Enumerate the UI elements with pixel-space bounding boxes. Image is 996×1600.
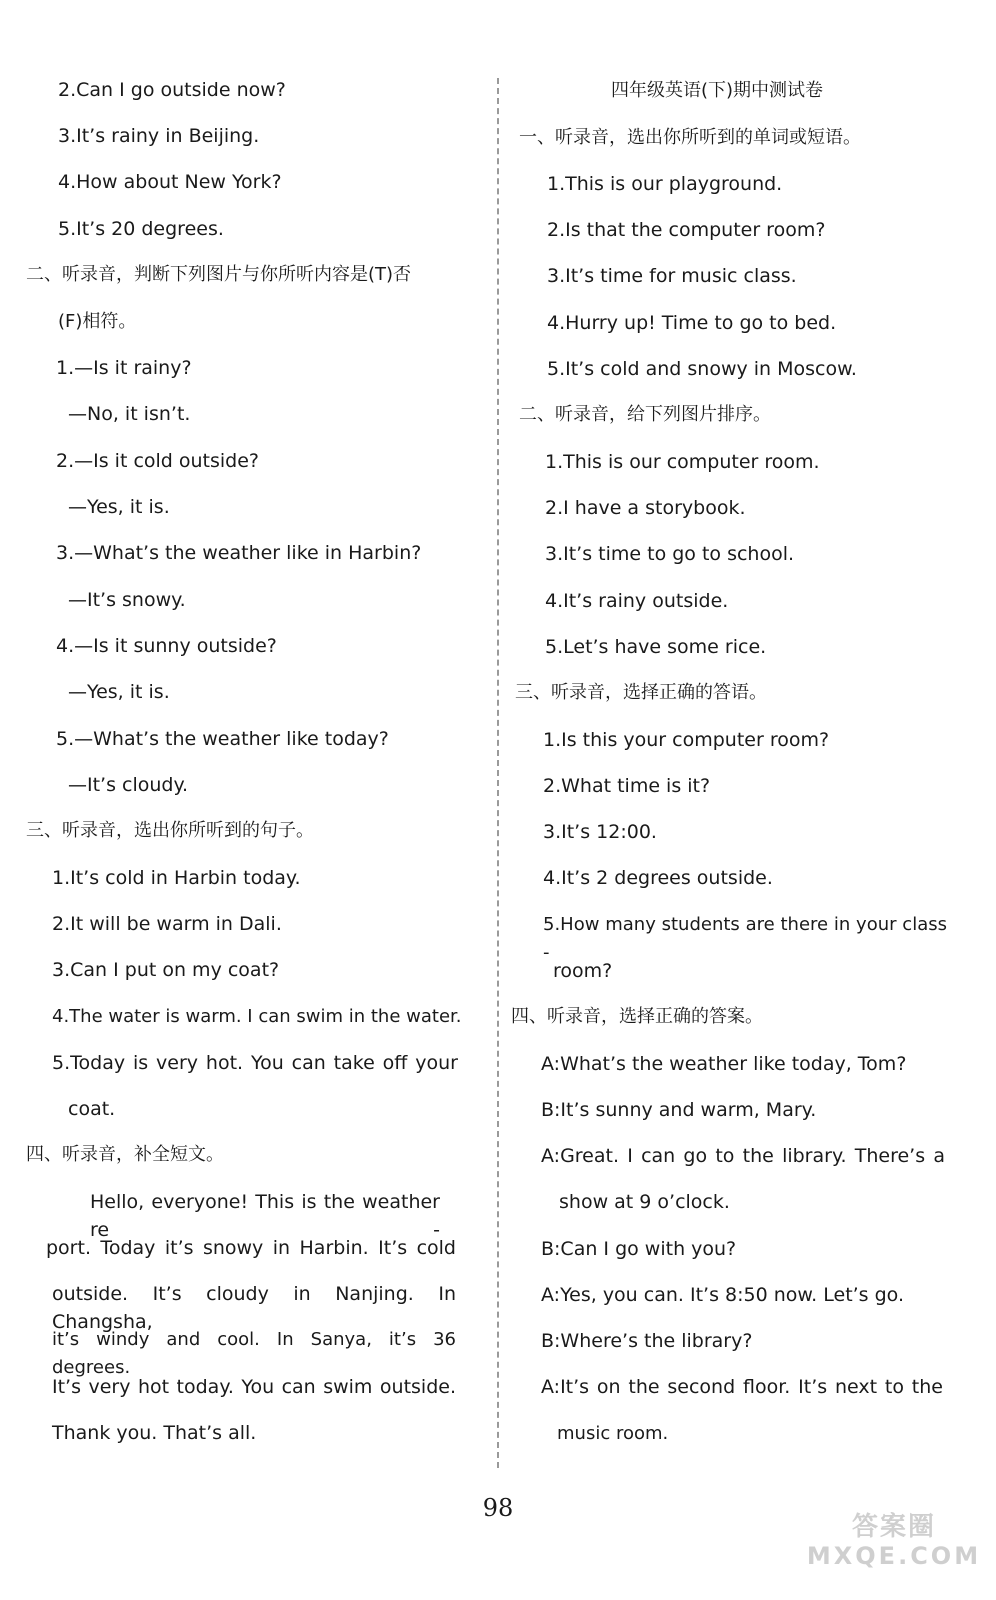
watermark-logo <box>804 1512 984 1592</box>
dialogue-line: A:It’s on the second floor. It’s next to the <box>541 1376 943 1398</box>
dialogue-line: B:It’s sunny and warm, Mary. <box>541 1099 817 1121</box>
text-line: 2.It will be warm in Dali. <box>52 913 282 935</box>
text-line: —Yes, it is. <box>68 496 170 518</box>
watermark-text: 答案圈 <box>851 1512 936 1542</box>
text-line: 1.This is our computer room. <box>545 451 820 473</box>
text-line: room? <box>553 960 613 982</box>
column-divider <box>497 78 499 1468</box>
text-line: —It’s snowy. <box>68 589 186 611</box>
section-heading: 三、听录音，选出你所听到的句子。 <box>26 820 314 841</box>
dialogue-line: A:What’s the weather like today, Tom? <box>541 1053 907 1075</box>
text-line: 1.This is our playground. <box>547 173 783 195</box>
text-line: 3.It’s 12:00. <box>543 821 657 843</box>
text-line: 4.It’s rainy outside. <box>545 590 729 612</box>
text-line: 4.—Is it sunny outside? <box>56 635 277 657</box>
text-line: 3.Can I put on my coat? <box>52 959 280 981</box>
section-heading: 四、听录音，选择正确的答案。 <box>511 1006 763 1027</box>
paragraph-line: It’s very hot today. You can swim outside. <box>52 1376 456 1398</box>
paragraph-line: Hello, everyone! This is the weather re - <box>90 1191 440 1241</box>
text-line: 3.—What’s the weather like in Harbin? <box>56 542 422 564</box>
text-line: 2.What time is it? <box>543 775 711 797</box>
text-line: 3.It’s rainy in Beijing. <box>58 125 260 147</box>
text-line: —It’s cloudy. <box>68 774 189 796</box>
text-line: 3.It’s time for music class. <box>547 265 797 287</box>
text-line: 4.It’s 2 degrees outside. <box>543 867 773 889</box>
paragraph-line: outside. It’s cloudy in Nanjing. In Changsha, <box>52 1283 456 1333</box>
dialogue-line: show at 9 o’clock. <box>559 1191 730 1213</box>
text-line: 1.Is this your computer room? <box>543 729 830 751</box>
text-line: 4.Hurry up! Time to go to bed. <box>547 312 837 334</box>
text-line: 2.—Is it cold outside? <box>56 450 260 472</box>
dialogue-line: A:Great. I can go to the library. There’s a <box>541 1145 945 1167</box>
section-heading: 三、听录音，选择正确的答语。 <box>515 682 767 703</box>
paragraph-line: Thank you. That’s all. <box>52 1422 257 1444</box>
watermark-url: MXQE.COM <box>806 1542 982 1570</box>
dialogue-line: B:Where’s the library? <box>541 1330 753 1352</box>
section-heading-cont: (F)相符。 <box>58 311 137 332</box>
text-line: 1.—Is it rainy? <box>56 357 192 379</box>
section-heading: 二、听录音，给下列图片排序。 <box>519 404 771 425</box>
text-line: 2.I have a storybook. <box>545 497 746 519</box>
text-line: 2.Can I go outside now? <box>58 79 286 101</box>
section-heading: 一、听录音，选出你所听到的单词或短语。 <box>519 127 861 148</box>
page-title: 四年级英语(下)期中测试卷 <box>611 80 824 101</box>
text-line: 3.It’s time to go to school. <box>545 543 795 565</box>
text-line: 5.It’s 20 degrees. <box>58 218 224 240</box>
text-line: 5.It’s cold and snowy in Moscow. <box>547 358 857 380</box>
dialogue-line: A:Yes, you can. It’s 8:50 now. Let’s go. <box>541 1284 905 1306</box>
text-line: 5.Let’s have some rice. <box>545 636 767 658</box>
text-line: 4.How about New York? <box>58 171 282 193</box>
text-line: 2.Is that the computer room? <box>547 219 826 241</box>
text-line: 5.How many students are there in your class - <box>543 914 947 963</box>
text-line: 5.Today is very hot. You can take off your <box>52 1052 458 1074</box>
text-line: 4.The water is warm. I can swim in the water. <box>52 1006 462 1027</box>
text-line: —Yes, it is. <box>68 681 170 703</box>
text-line: 1.It’s cold in Harbin today. <box>52 867 301 889</box>
section-heading: 二、听录音，判断下列图片与你所听内容是(T)否 <box>26 264 412 285</box>
paragraph-line: it’s windy and cool. In Sanya, it’s 36 degrees. <box>52 1329 456 1378</box>
section-heading: 四、听录音，补全短文。 <box>26 1144 224 1165</box>
paragraph-line: port. Today it’s snowy in Harbin. It’s cold <box>46 1237 456 1259</box>
page-number: 98 <box>482 1494 514 1522</box>
text-line: 5.—What’s the weather like today? <box>56 728 389 750</box>
text-line: —No, it isn’t. <box>68 403 191 425</box>
dialogue-line: music room. <box>557 1423 669 1444</box>
dialogue-line: B:Can I go with you? <box>541 1238 737 1260</box>
text-line: coat. <box>68 1098 116 1120</box>
